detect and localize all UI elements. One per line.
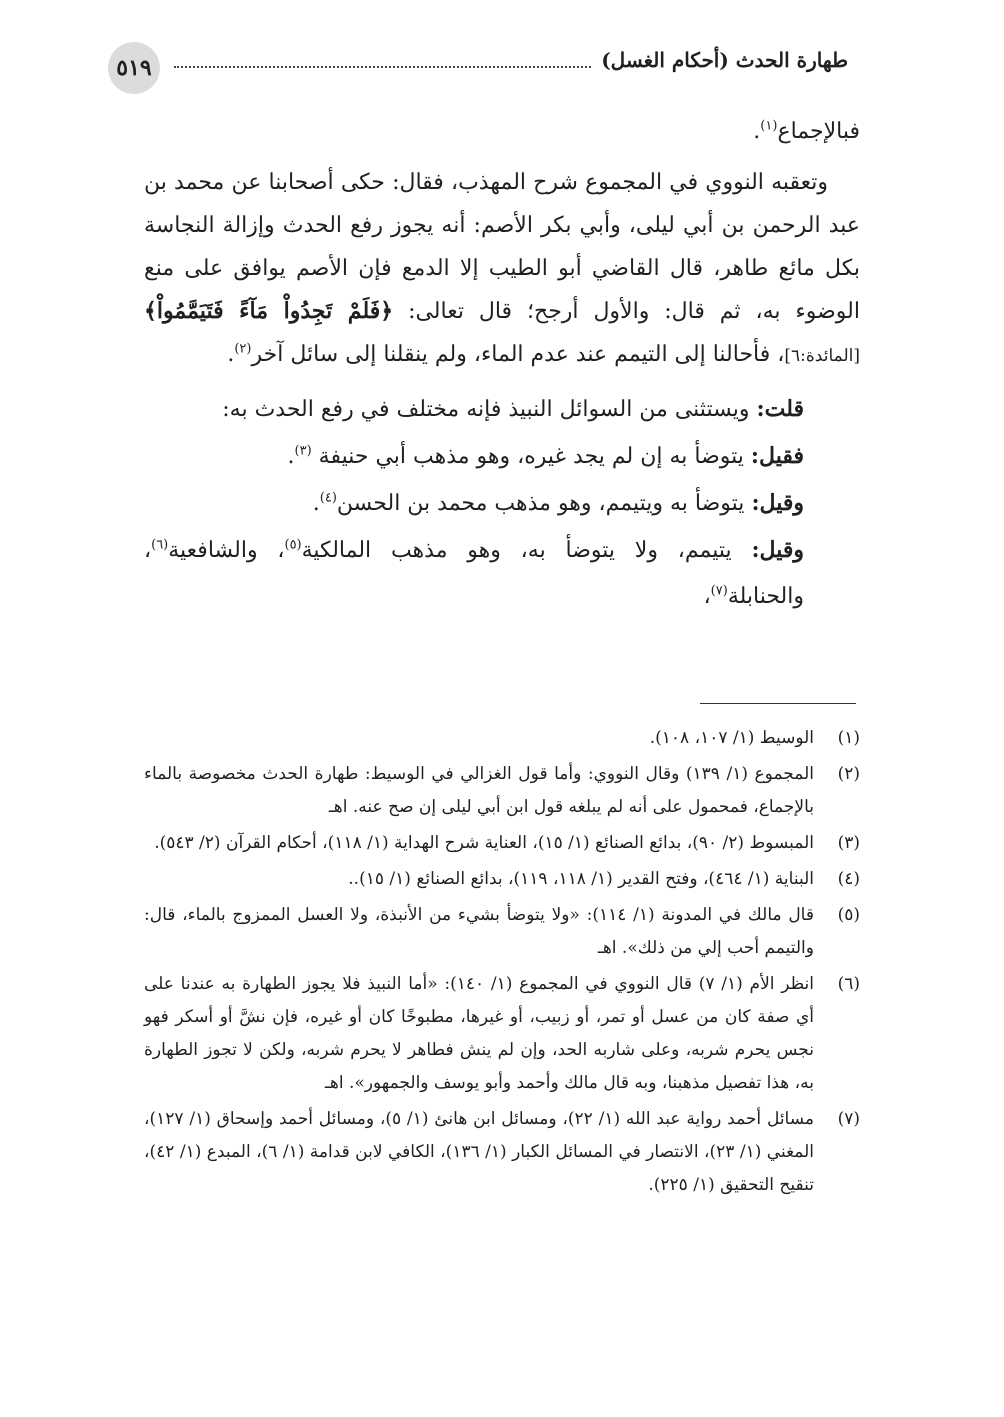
quran-verse: ﴿فَلَمْ تَجِدُواْ مَآءً فَتَيَمَّمُواْ﴾ (144, 298, 394, 324)
opinion-1-text: يتوضأ به إن لم يجد غيره، وهو مذهب أبي حنيفة (318, 444, 744, 469)
opinion-1-label: فقيل: (750, 443, 804, 469)
opinion-2-label: وقيل: (751, 490, 804, 516)
opinion-intro (144, 386, 804, 433)
opinion-2-end: . (312, 491, 320, 516)
footnote-item (144, 899, 860, 965)
footnote-text: المجموع (١/ ١٣٩) وقال النووي: وأما قول الغزالي في الوسيط: طهارة الحدث مخصوصة بالماء بالإجماع، فمحمول على أنه لم يبلغه قول ابن أبي ليلى إن صح عنه. اهـ (144, 764, 814, 817)
paragraph-2-cont: ، فأحالنا إلى التيمم عند عدم الماء، ولم ينقلنا إلى سائل آخر (251, 342, 785, 367)
footnote-number: (٦) (837, 974, 860, 994)
footnote-item (144, 722, 860, 755)
opinion-1-end: . (287, 444, 295, 469)
paragraph-2-end: . (227, 342, 235, 367)
footnote-item (144, 758, 860, 824)
footnote-ref-5[interactable]: (٥) (284, 537, 302, 553)
paragraph-1-end: . (753, 119, 761, 144)
footnote-item (144, 863, 860, 896)
footnote-number: (٤) (837, 869, 860, 889)
footnote-item (144, 1103, 860, 1202)
footnote-text: مسائل أحمد رواية عبد الله (١/ ٢٢)، ومسائل ابن هانئ (١/ ٥)، ومسائل أحمد وإسحاق (١/ ١٢٧)، المغني (١/ ٢٣)، الانتصار في المسائل الكبار (١/ ١٣٦)، الكافي لابن قدامة (١/ ٦)، المبدع (١/ ٤٢)، تنقيح التحقيق (١/ ٢٢٥). (144, 1109, 815, 1195)
page-number: ٥١٩ (108, 42, 160, 94)
opinion-3 (144, 527, 804, 620)
opinion-3-text-d: ، (703, 584, 711, 609)
footnote-ref-7[interactable]: (٧) (710, 583, 728, 599)
dotted-leader (174, 66, 591, 68)
footnote-ref-3[interactable]: (٣) (294, 443, 312, 459)
footnote-number: (١) (837, 728, 860, 748)
opinion-intro-label: قلت: (756, 396, 804, 422)
footnote-ref-1[interactable]: (١) (760, 118, 778, 134)
running-title (174, 48, 848, 72)
footnote-item (144, 827, 860, 860)
paragraph-2 (144, 161, 860, 378)
footnote-separator (700, 703, 856, 704)
opinion-2 (144, 480, 804, 527)
opinion-2-text: يتوضأ به ويتيمم، وهو مذهب محمد بن الحسن (336, 491, 745, 516)
footnote-text: انظر الأم (١/ ٧) قال النووي في المجموع (١/ ١٤٠): «أما النبيذ فلا يجوز الطهارة به عندنا على أي صفة كان من عسل أو تمر، أو زبيب، أو غيرها، مطبوخًا كان أو غيره، فإن نشَّ أو أسكر فهو نجس يحرم شربه، وعلى شاربه الحد، وإن لم ينش فطاهر لا يحرم شربه، ولكن لا تجوز الطهارة به، هذا تفصيل مذهبنا، وبه قال مالك وأحمد وأبو يوسف والجمهور». اهـ (144, 974, 814, 1093)
footnote-text: البناية (١/ ٤٦٤)، وفتح القدير (١/ ١١٨، ١١٩)، بدائع الصنائع (١/ ١٥).. (348, 869, 814, 889)
footnote-ref-6[interactable]: (٦) (151, 537, 169, 553)
footnote-number: (٧) (837, 1109, 860, 1129)
opinion-3-label: وقيل: (751, 537, 804, 563)
opinions-list (144, 386, 860, 620)
opinion-3-text-c: ، والحنابلة (144, 538, 804, 609)
paragraph-1-text: فبالإجماع (777, 119, 860, 144)
footnote-number: (٢) (837, 764, 860, 784)
footnote-number: (٣) (837, 833, 860, 853)
footnote-text: المبسوط (٢/ ٩٠)، بدائع الصنائع (١/ ١٥)، العناية شرح الهداية (١/ ١١٨)، أحكام القرآن (٢/ ٥٤٣). (154, 833, 814, 853)
footnotes (144, 722, 860, 1205)
opinion-intro-text: ويستثنى من السوائل النبيذ فإنه مختلف في رفع الحدث به: (222, 397, 750, 422)
footnote-item (144, 968, 860, 1100)
footnote-text: قال مالك في المدونة (١/ ١١٤): «ولا يتوضأ بشيء من الأنبذة، ولا العسل الممزوج بالماء، قال: والتيمم أحب إلي من ذلك». اهـ (144, 905, 814, 958)
opinion-1 (144, 433, 804, 480)
footnote-number: (٥) (837, 905, 860, 925)
page-header (108, 40, 848, 100)
footnote-text: الوسيط (١/ ١٠٧، ١٠٨). (649, 728, 814, 748)
paragraph-1 (144, 110, 860, 153)
paragraph-2-text: وتعقبه النووي في المجموع شرح المهذب، فقال: حكى أصحابنا عن محمد بن عبد الرحمن بن أبي ليلى، وأبي بكر الأصم: أنه يجوز رفع الحدث وإزالة النجاسة بكل مائع طاهر، قال القاضي أبو الطيب إلا الدمع فإن الأصم يوافق على منع الوضوء به، ثم قال: والأول أرجح؛ قال تعالى: (144, 170, 860, 324)
running-title-text: طهارة الحدث (أحكام الغسل) (601, 48, 848, 72)
main-text (144, 110, 860, 620)
opinion-3-text-b: ، والشافعية (168, 538, 285, 563)
footnote-ref-4[interactable]: (٤) (319, 490, 337, 506)
surah-citation: [المائدة:٦] (784, 346, 860, 366)
opinion-3-text-a: يتيمم، ولا يتوضأ به، وهو مذهب المالكية (301, 538, 732, 563)
footnote-ref-2[interactable]: (٢) (234, 341, 252, 357)
